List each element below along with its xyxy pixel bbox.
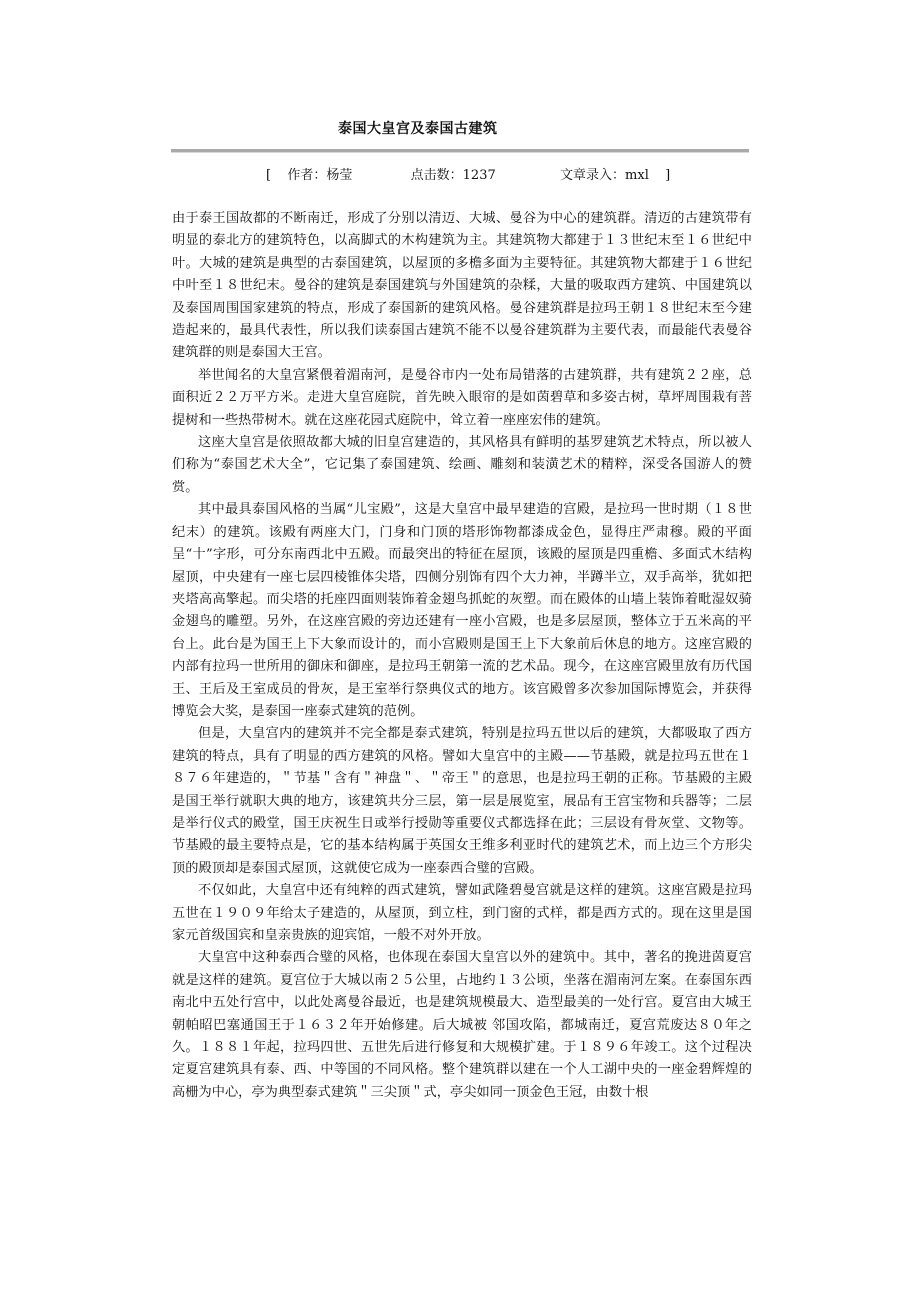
meta-entry: 文章录入：mxl (560, 168, 649, 183)
article-body (172, 208, 752, 1104)
paragraph: 由于泰王国故都的不断南迁，形成了分别以清迈、大城、曼谷为中心的建筑群。清迈的古建筑带有明显的泰北方的建筑特色，以高脚式的木构建筑为主。其建筑物大都建于１３世纪末至１６世纪中叶。大城的建筑是典型的古泰国建筑，以屋顶的多檐多面为主要特征。其建筑物大都建于１６世纪中叶至１８世纪末。曼谷的建筑是泰国建筑与外国建筑的杂糅，大量的吸取西方建筑、中国建筑以及泰国周围国家建筑的特点，形成了泰国新的建筑风格。曼谷建筑群是拉玛王朝１８世纪末至今建造起来的，最具代表性，所以我们读泰国古建筑不能不以曼谷建筑群为主要代表，而最能代表曼谷建筑群的则是泰国大王宫。 (172, 211, 752, 361)
meta-click-count: 点击数：1237 (410, 168, 496, 183)
meta-open-bracket: [ (266, 168, 272, 183)
paragraph: 不仅如此，大皇宫中还有纯粹的西式建筑，譬如武隆碧曼宫就是这样的建筑。这座宫殿是拉玛五世在１９０９年给太子建造的，从屋顶，到立柱，到门窗的式样，都是西方式的。现在这里是国家元首级国宾和皇亲贵族的迎宾馆，一般不对外开放。 (172, 883, 752, 943)
article-meta (266, 164, 670, 183)
article-title: 泰国大皇宫及泰国古建筑 (338, 121, 498, 137)
paragraph: 其中最具泰国风格的当属“儿宝殿”，这是大皇宫中最早建造的宫殿，是拉玛一世时期（１８世纪末）的建筑。该殿有两座大门，门身和门顶的塔形饰物都漆成金色，显得庄严肃穆。殿的平面呈“十”字形，可分东南西北中五殿。而最突出的特征在屋顶，该殿的屋顶是四重檐、多面式木结构屋顶，中央建有一座七层四棱锥体尖塔，四侧分别饰有四个大力神，半蹲半立，双手高举，犹如把夹塔高高擎起。而尖塔的托座四面则装饰着金翅鸟抓蛇的灰塑。而在殿体的山墙上装饰着毗湿奴骑金翅鸟的雕塑。另外，在这座宫殿的旁边还建有一座小宫殿，也是多层屋顶，整体立于五米高的平台上。此台是为国王上下大象而设计的，而小宫殿则是国王上下大象前后休息的地方。这座宫殿的内部有拉玛一世所用的御床和御座，是拉玛王朝第一流的艺术品。现今，在这座宫殿里放有历代国王、王后及王室成员的骨灰，是王室举行祭典仪式的地方。该宫殿曾多次参加国际博览会，并获得博览会大奖，是泰国一座泰式建筑的范例。 (172, 502, 752, 719)
meta-close-bracket: ] (665, 168, 671, 183)
paragraph: 大皇宫中这种泰西合璧的风格，也体现在泰国大皇宫以外的建筑中。其中，著名的挽进茵夏宫就是这样的建筑。夏宫位于大城以南２５公里，占地约１３公顷，坐落在湄南河左案。在泰国东西南北中五处行宫中，以此处离曼谷最近，也是建筑规模最大、造型最美的一处行宫。夏宫由大城王朝帕昭巴塞通国王于１６３２年开始修建。后大城被 邻国攻陷，都城南迁，夏宫荒废达８０年之久。１８８１年起，拉玛四世、五世先后进行修复和大规模扩建。于１８９６年竣工。这个过程决定夏宫建筑具有泰、西、中等国的不同风格。整个建筑群以建在一个人工湖中央的一座金碧辉煌的高栅为中心，亭为典型泰式建筑＂三尖顶＂式，亭尖如同一顶金色王冠，由数十根 (172, 950, 752, 1100)
meta-author: 作者：杨莹 (287, 168, 353, 183)
paragraph: 举世闻名的大皇宫紧偎着湄南河，是曼谷市内一处布局错落的古建筑群，共有建筑２２座，总面积近２２万平方米。走进大皇宫庭院，首先映入眼帘的是如茵碧草和多姿古树，草坪周围栽有菩提树和一些热带树木。就在这座花园式庭院中，耸立着一座座宏伟的建筑。 (172, 367, 752, 428)
paragraph: 但是，大皇宫内的建筑并不完全都是泰式建筑，特别是拉玛五世以后的建筑，大都吸取了西方建筑的特点，具有了明显的西方建筑的风格。譬如大皇宫中的主殿——节基殿，就是拉玛五世在１８７６年建造的，＂节基＂含有＂神盘＂、＂帝王＂的意思，也是拉玛王朝的正称。节基殿的主殿是国王举行就职大典的地方，该建筑共分三层，第一层是展览室，展品有王宫宝物和兵器等；二层是举行仪式的殿堂，国王庆祝生日或举行授勋等重要仪式都选择在此；三层设有骨灰堂、文物等。节基殿的最主要特点是，它的基本结构属于英国女王维多利亚时代的建筑艺术，而上边三个方形尖顶的殿顶却是泰国式屋顶，这就使它成为一座泰西合璧的宫殿。 (172, 726, 752, 876)
paragraph: 这座大皇宫是依照故都大城的旧皇宫建造的，其风格具有鲜明的基罗建筑艺术特点，所以被人们称为“泰国艺术大全”，它记集了泰国建筑、绘画、雕刻和装潢艺术的精粹，深受各国游人的赞赏。 (172, 435, 752, 495)
title-divider (171, 149, 749, 153)
